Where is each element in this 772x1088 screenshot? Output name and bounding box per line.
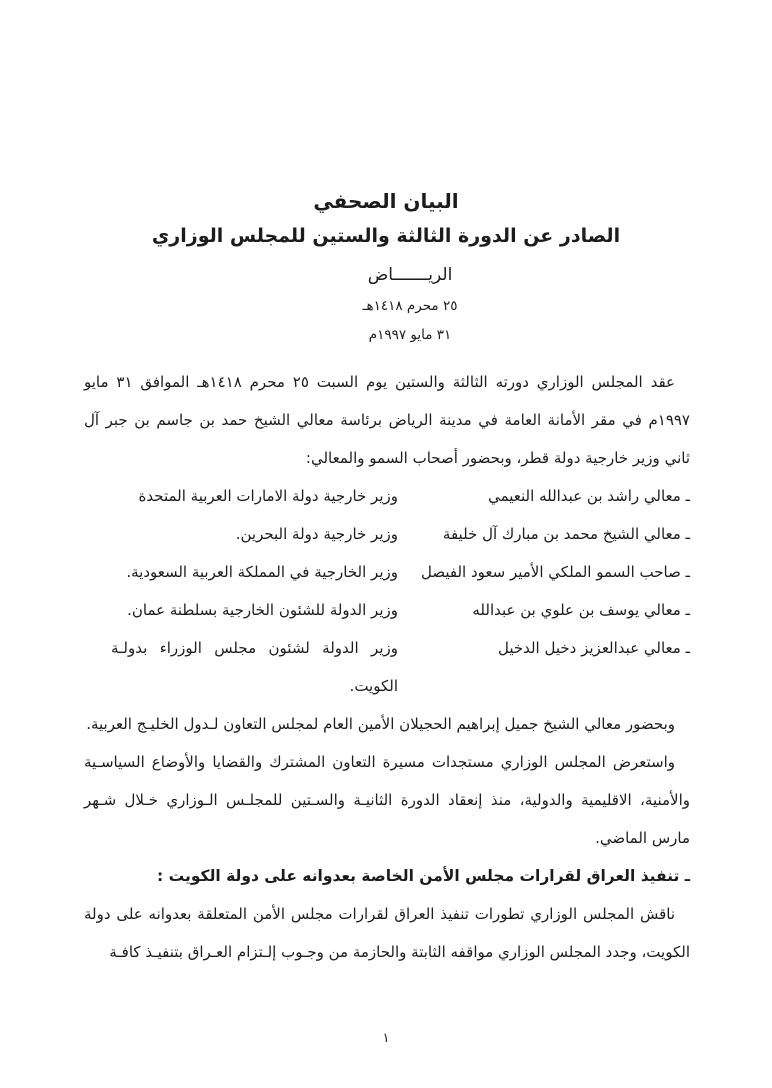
place-date-block [24, 258, 772, 350]
iraq-body-paragraph: ناقش المجلس الوزاري تطورات تنفيذ العراق لقرارات مجلس الأمن المتعلقة بعدوانه على دولة الكويت، وجدد المجلس الوزاري مواقفه الثابتة والحازمة من وجـوب إلـتزام العـراق بتنفيـذ كافـة [84, 905, 690, 961]
attendee-title [84, 515, 398, 553]
attendee-row [84, 515, 690, 553]
document-subtitle: الصادر عن الدورة الثالثة والستين للمجلس الوزاري [151, 225, 621, 247]
attendee-title [84, 477, 398, 515]
attendee-title [84, 591, 398, 629]
gregorian-date: ٣١ مايو ١٩٩٧م [368, 327, 452, 343]
attendee-title-text: وزير الدولة لشئون مجلس الوزراء بدولـة الكويت. [111, 639, 398, 695]
hijri-date: ٢٥ محرم ١٤١٨هـ [362, 298, 458, 314]
attendee-row [84, 477, 690, 515]
attendee-title-text: وزير الخارجية في المملكة العربية السعودية. [126, 563, 398, 581]
page-number: ١ [382, 1031, 390, 1046]
attendee-name: ـ صاحب السمو الملكي الأمير سعود الفيصل [420, 563, 690, 581]
attendee-list [84, 477, 690, 705]
attendee-name: ـ معالي يوسف بن علوي بن عبدالله [472, 601, 690, 619]
attendee-row [84, 591, 690, 629]
review-paragraph: واستعرض المجلس الوزاري مستجدات مسيرة التعاون المشترك والقضايا والأوضاع السياسـية والأمنية، الاقليمية والدولية، منذ إنعقاد الدورة الثانيـة والسـتين للمجلـس الـوزاري خـلال شـهر مارس الماضي. [84, 753, 690, 847]
iraq-section-heading: ـ تنفيذ العراق لقرارات مجلس الأمن الخاصة بعدوانه على دولة الكويت : [157, 867, 690, 885]
document-body [84, 363, 690, 971]
opening-paragraph: عقد المجلس الوزاري دورته الثالثة والستين يوم السبت ٢٥ محرم ١٤١٨هـ الموافق ٣١ مايو ١٩٩٧م في مقر الأمانة العامة في مدينة الرياض برئاسة معالي الشيخ حمد بن جاسم بن جبر آل ثاني وزير خارجية دولة قطر، وبحضور أصحاب السمو والمعالي: [84, 373, 690, 467]
attendee-name: ـ معالي الشيخ محمد بن مبارك آل خليفة [442, 525, 690, 543]
document-title: البيان الصحفي [313, 189, 459, 213]
attendee-title [84, 553, 398, 591]
attendee-row [84, 629, 690, 705]
attendee-name: ـ معالي راشد بن عبدالله النعيمي [488, 487, 690, 505]
attendee-title-text: وزير خارجية دولة الامارات العربية المتحدة [138, 487, 398, 505]
secretary-general-paragraph: وبحضور معالي الشيخ جميل إبراهيم الحجيلان الأمين العام لمجلس التعاون لـدول الخليـج العربية. [86, 715, 675, 733]
city-line: الريـــــــاض [367, 265, 453, 285]
attendee-title [84, 629, 398, 705]
attendee-row [84, 553, 690, 591]
attendee-title-text: وزير الدولة للشئون الخارجية بسلطنة عمان. [127, 601, 398, 619]
attendee-title-text: وزير خارجية دولة البحرين. [235, 525, 398, 543]
attendee-name: ـ معالي عبدالعزيز دخيل الدخيل [497, 639, 690, 657]
document-header [0, 186, 772, 350]
